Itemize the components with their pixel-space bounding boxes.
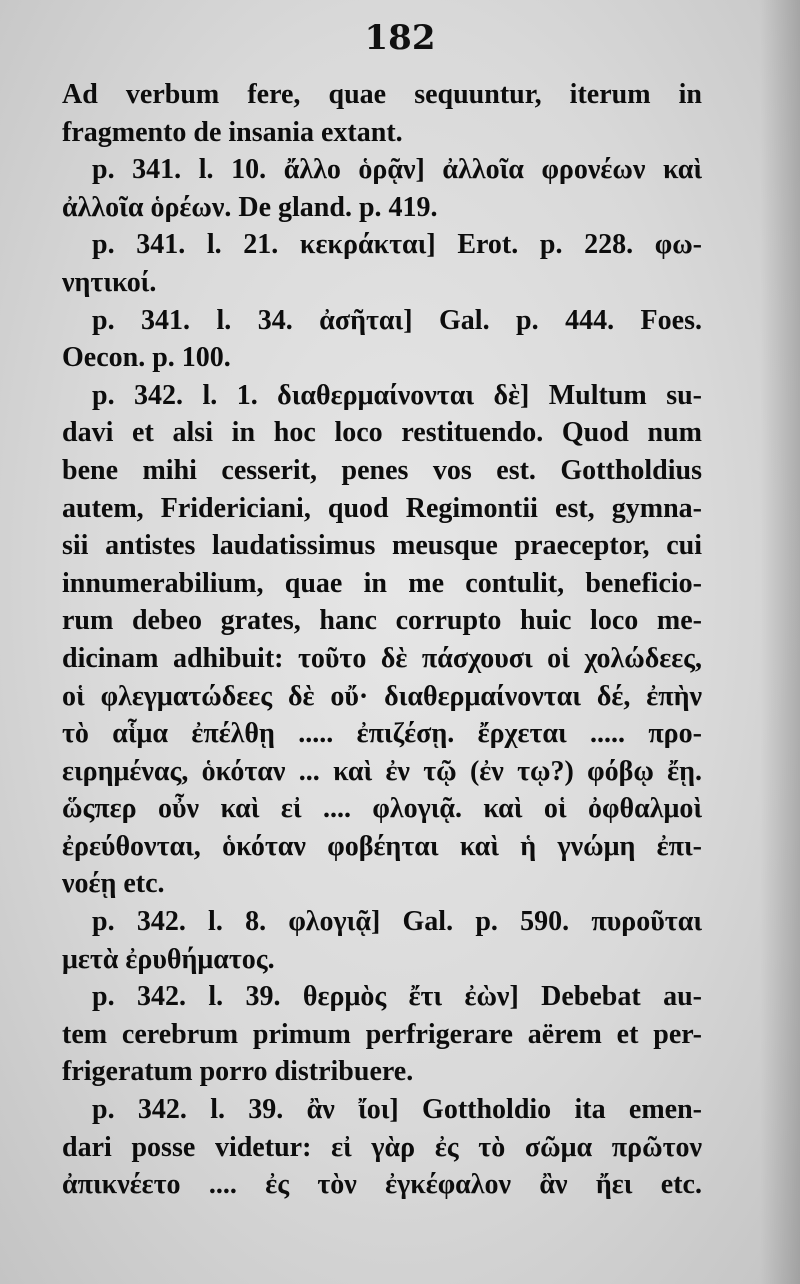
text-line: Ad verbum fere, quae sequuntur, iterum in: [62, 79, 702, 110]
text-line: frigeratum porro distribuere.: [62, 1056, 414, 1088]
text-line: μετὰ ἐρυθήματος.: [62, 943, 275, 975]
page-number: 182: [364, 18, 436, 58]
text-line: p. 341. l. 10. ἄλλο ὁρᾷν] ἀλλοῖα φρονέων καὶ: [92, 154, 702, 186]
text-line: νητικοί.: [62, 266, 157, 298]
text-line: ἐρεύθονται, ὁκόταν φοβέηται καὶ ἡ γνώμη ἐπι-: [62, 830, 702, 862]
text-line: νοέῃ etc.: [62, 868, 165, 900]
text-line: p. 342. l. 8. φλογιᾷ] Gal. p. 590. πυροῦται: [92, 906, 702, 938]
text-line: innumerabilium, quae in me contulit, beneficio-: [62, 567, 702, 599]
text-line: p. 342. l. 39. ἂν ἴοι] Gottholdio ita emen-: [92, 1094, 702, 1126]
text-line: bene mihi cesserit, penes vos est. Gottholdius: [62, 454, 702, 486]
text-line: autem, Fridericiani, quod Regimontii est, gymna-: [62, 492, 702, 524]
text-line: dicinam adhibuit: τοῦτο δὲ πάσχουσι οἱ χολώδεες,: [62, 642, 702, 674]
text-line: οἱ φλεγματώδεες δὲ οὔ· διαθερμαίνονται δέ, ἐπὴν: [62, 680, 702, 712]
text-line: p. 342. l. 1. διαθερμαίνονται δὲ] Multum su-: [92, 379, 702, 411]
text-line: fragmento de insania extant.: [62, 116, 403, 148]
text-line: sii antistes laudatissimus meusque praeceptor, cui: [62, 530, 702, 562]
text-line: rum debeo grates, hanc corrupto huic loco me-: [62, 605, 702, 637]
text-line: Oecon. p. 100.: [62, 342, 231, 374]
text-line: τὸ αἷμα ἐπέλθῃ ..... ἐπιζέσῃ. ἔρχεται ..... προ-: [62, 718, 702, 750]
text-line: ὥςπερ οὖν καὶ εἰ .... φλογιᾷ. καὶ οἱ ὀφθαλμοὶ: [62, 793, 702, 825]
body-text: [62, 76, 702, 1204]
text-line: davi et alsi in hoc loco restituendo. Quod num: [62, 417, 702, 449]
text-line: ειρημένας, ὁκόταν ... καὶ ἐν τῷ (ἐν τῳ?) φόβῳ ἔῃ.: [62, 755, 702, 787]
text-line: ἀπικνέετο .... ἐς τὸν ἐγκέφαλον ἂν ἤει etc.: [62, 1169, 702, 1201]
text-line: tem cerebrum primum perfrigerare aërem et per-: [62, 1018, 702, 1050]
text-line: p. 341. l. 21. κεκράκται] Erot. p. 228. φω-: [92, 229, 702, 261]
text-line: ἀλλοῖα ὁρέων. De gland. p. 419.: [62, 191, 438, 223]
page-edge-shadow: [760, 0, 800, 1284]
text-line: p. 341. l. 34. ἀσῆται] Gal. p. 444. Foes.: [92, 304, 702, 336]
text-line: dari posse videtur: εἰ γὰρ ἐς τὸ σῶμα πρῶτον: [62, 1131, 702, 1163]
text-line: p. 342. l. 39. θερμὸς ἔτι ἐὼν] Debebat au-: [92, 981, 702, 1013]
